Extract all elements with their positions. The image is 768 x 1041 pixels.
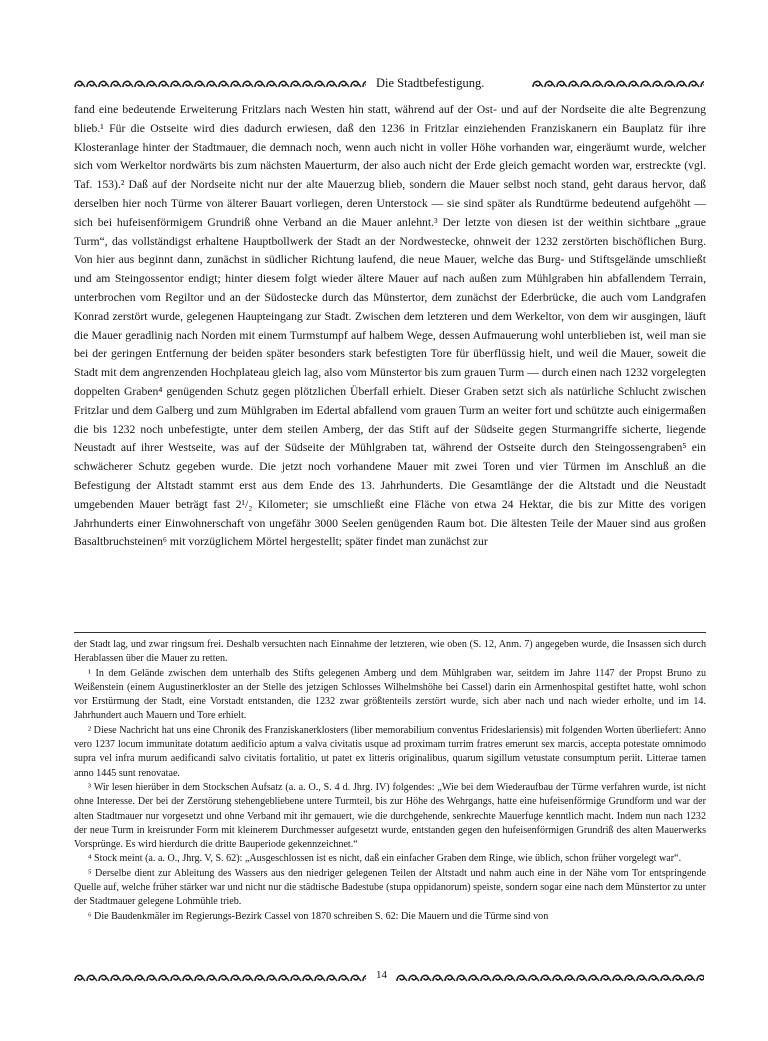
- page-footer: [74, 968, 704, 988]
- main-text: [74, 101, 706, 552]
- footnote-1: ¹ In dem Gelände zwischen dem unterhalb des Stifts gelegenen Amberg und dem Mühlgraben war, seitdem im Jahre 1147 der Propst Bruno zu Weißenstein (einem Augustinerkloster an der Stelle des jetzigen Schlosses Wilhelmshöhe bei Cassel) darin ein Armenhospital gestiftet hatte, wohl schon vor Erstürmung der Stadt, eine Vorstadt entstanden, die 1232 zwar größtenteils zerstört wurde, sich aber nach und nach wieder erholte, und im 14. Jahrhundert auch Mauern und Tore erhielt.: [74, 667, 706, 722]
- body-paragraph: fand eine bedeutende Erweiterung Fritzlars nach Westen hin statt, während auf der Ost- und auf der Nordseite die alte Begrenzung blieb.¹ Für die Ostseite wird dies dadurch erwiesen, daß den 1236 in Fritzlar einziehenden Franziskanern ein Bauplatz für ihre Klosteranlage hinter der Stadtmauer, die demnach noch, wenn auch nicht in voller Höhe vorhanden war, eingeräumt wurde, welcher sich vom Werkeltor nordwärts bis zum nächsten Mauerturm, der also auch nicht der Erde gleich gemacht worden war, erstreckte (vgl. Taf. 153).² Daß auf der Nordseite nicht nur der alte Mauerzug blieb, sondern die Mauer selbst noch stand, geht daraus hervor, daß derselben hier noch Türme von älterer Bauart vorliegen, deren Unterstock — sie sind später als Rundtürme bedeutend aufgehöht — sich bei hufeisenförmigem Grundriß ohne Verband an die Mauer anlehnt.³ Der letzte von diesen ist der weithin sichtbare „graue Turm“, das vollständigst erhaltene Hauptbollwerk der Stadt an der Nordwestecke, ohnweit der 1232 zerstörten bischöflichen Burg. Von hier aus beginnt dann, zunächst in südlicher Richtung laufend, die neue Mauer, welche das Burg- und Stiftsgelände umschließt und am Steingossentor endigt; hinter diesem folgt wieder ältere Mauer auf nach außen zum Mühlgraben hin abfallendem Terrain, unterbrochen vom Regiltor und an der Südostecke durch das Münstertor, dem zunächst der Ederbrücke, die auch vom Landgrafen Konrad zerstört wurde, gelegenen Haupteingang zur Stadt. Zwischen dem letzteren und dem Werkeltor, von dem wir ausgingen, läuft die Mauer geradlinig nach Norden mit einem Turmstumpf auf halbem Wege, dessen Aufmauerung wohl unterblieben ist, weil man sie bei der geringen Entfernung der beiden später besonders stark befestigten Tore für überflüssig hielt, und weil die Mauer, soweit die Stadt mit dem angrenzenden Hochplateau gleich lag, also vom Münstertor bis zum grauen Turm — durch einen nach 1232 vorgelegten doppelten Graben⁴ genügenden Schutz gegen plötzlichen Überfall erhielt. Dieser Graben setzt sich als natürliche Schlucht zwischen Fritzlar und dem Galberg und zum Mühlgraben im Edertal abfallend vom grauen Turm an weiter fort und schützte auch einigermaßen die bis 1232 noch unbefestigte, unter dem steilen Amberg, der das Stift auf der Südseite gegen Sturmangriffe sicherte, liegende Neustadt auf ihrer Westseite, was auf der Südseite der Mühlgraben tat, während der Ostseite durch den Steingossengraben⁵ ein schwächerer Schutz gegeben wurde. Die jetzt noch vorhandene Mauer mit zwei Toren und vier Türmen im Anschluß an die Befestigung der Altstadt stammt erst aus dem Ende des 13. Jahrhunderts. Die Gesamtlänge der die Altstadt und die Neustadt umgebenden Mauer beträgt fast 2¹/₂ Kilometer; sie umschließt eine Fläche von etwa 24 Hektar, die bis zur Mitte des vorigen Jahrhunderts einer Einwohnerschaft von ungefähr 3000 Seelen genügenden Raum bot. Die ältesten Teile der Mauer sind aus großen Basaltbruchsteinen⁶ mit vorzüglichem Mörtel hergestellt; später findet man zunächst zur: [74, 103, 706, 549]
- footnote-5: ⁵ Derselbe dient zur Ableitung des Wassers aus den niedriger gelegenen Teilen der Altstadt und nahm auch eine in der Nähe vom Tor entspringende Quelle auf, welche früher stärker war und nicht nur die städtische Badestube (stupa oppidanorum) speiste, sondern sogar eine nach dem Münstertor zu unter der Stadtmauer gelegene Lohmühle trieb.: [74, 867, 706, 908]
- footnotes: [74, 638, 706, 924]
- footnote-2: ² Diese Nachricht hat uns eine Chronik des Franziskanerklosters (liber memorabilium conventus Frideslariensis) mit folgenden Worten überliefert: Anno vero 1237 locum immunitate dotatum aedificio aptum a valva civitatis usque ad proximam turrim fratres emerunt sex marcis, accepta potestate omnimodo supra vel infra murum aedificandi salvo civitatis fortalitio, ut patet ex litteris originalibus, quarum sigillum vetustate consumptum periit. Litterae tamen anno 1445 sunt renovatae.: [74, 724, 706, 779]
- footnote-4: ⁴ Stock meint (a. a. O., Jhrg. V, S. 62): „Ausgeschlossen ist es nicht, daß ein einfacher Graben dem Ringe, wie üblich, schon früher vorgelegt war“.: [88, 853, 682, 865]
- right-ornament-band: [532, 79, 704, 89]
- footnote-3: ³ Wir lesen hierüber in dem Stockschen Aufsatz (a. a. O., S. 4 d. Jhrg. IV) folgendes: „Wie bei dem Wiederaufbau der Türme verfahren wurde, ist nicht ohne Interesse. Der bei der Zerstörung stehengebliebene untere Turmteil, bis zur Höhe des Wehrgangs, hatte eine hufeisenförmige Grundform und war der alten Stadtmauer nur vorgesetzt und ohne Verband mit ihr gemauert, wie die durchgehende, senkrechte Mauerfuge kenntlich macht. Indem nun nach 1232 der neue Turm in kreisrunder Form mit kleinerem Durchmesser aufgesetzt wurde, entstanden gegen den hufeisenförmigen Grundriß des alten Mauerwerks Vorsprünge. Es wird hierdurch die dritte Bauperiode gekennzeichnet.“: [74, 781, 706, 851]
- running-title: Die Stadtbefestigung.: [376, 76, 485, 90]
- footer-right-ornament: [396, 973, 704, 983]
- running-header: [74, 74, 704, 96]
- page-number: 14: [376, 969, 387, 981]
- footer-left-ornament: [74, 973, 366, 983]
- footnote-6: ⁶ Die Baudenkmäler im Regierungs-Bezirk Cassel von 1870 schreiben S. 62: Die Mauern und die Türme sind von: [88, 910, 549, 922]
- footnote-continuation: der Stadt lag, und zwar ringsum frei. Deshalb versuchten nach Einnahme der letzteren, wie oben (S. 12, Anm. 7) angegeben wurde, die Insassen sich durch Herablassen über die Mauer zu retten.: [74, 639, 706, 665]
- footnote-separator: [74, 632, 706, 633]
- left-ornament-band: [74, 79, 366, 89]
